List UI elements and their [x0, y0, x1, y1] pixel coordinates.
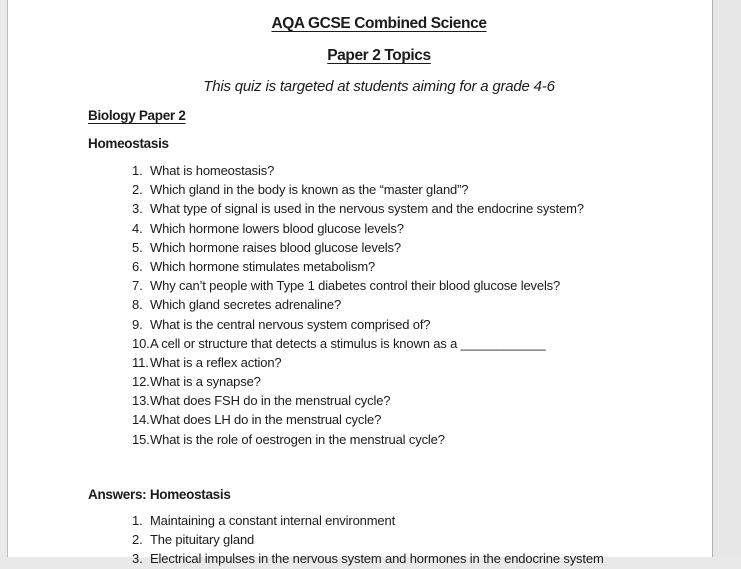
answer-item: Maintaining a constant internal environment: [150, 513, 396, 528]
doc-subtitle: Paper 2 Topics: [327, 47, 431, 64]
doc-title: AQA GCSE Combined Science: [271, 15, 487, 32]
scroll-gutter[interactable]: [713, 0, 741, 557]
doc-subtitle-row: [88, 47, 670, 65]
page-content: [88, 0, 670, 567]
doc-tagline: This quiz is targeted at students aiming for a grade 4-6: [203, 78, 555, 95]
answers-heading: Answers: Homeostasis: [88, 487, 231, 502]
question-item: What is a reflex action?: [150, 354, 282, 370]
question-item: What is homeostasis?: [150, 163, 275, 178]
question-item: Which hormone stimulates metabolism?: [150, 258, 376, 274]
question-item: Which gland in the body is known as the “master gland”?: [150, 182, 469, 198]
question-item: What does LH do in the menstrual cycle?: [150, 412, 382, 428]
question-item: What is the role of oestrogen in the menstrual cycle?: [150, 431, 445, 447]
question-item: Which gland secretes adrenaline?: [150, 297, 342, 313]
question-item: Which hormone raises blood glucose levels?: [150, 239, 401, 255]
doc-title-row: [88, 15, 670, 33]
document-page[interactable]: [7, 0, 713, 567]
question-item: What is a synapse?: [150, 374, 261, 390]
question-item: What does FSH do in the menstrual cycle?: [150, 393, 391, 409]
answer-item: The pituitary gland: [150, 532, 255, 548]
section-heading-biology: Biology Paper 2: [88, 108, 186, 123]
answer-item: Electrical impulses in the nervous system and hormones in the endocrine system: [150, 551, 604, 567]
question-item: What type of signal is used in the nervous system and the endocrine system?: [150, 201, 584, 217]
question-list: [88, 161, 670, 449]
question-item: Which hormone lowers blood glucose levels?: [150, 220, 404, 236]
answer-list: [88, 511, 670, 569]
question-item: Why can’t people with Type 1 diabetes control their blood glucose levels?: [150, 278, 561, 294]
question-item: A cell or structure that detects a stimulus is known as a ____________: [150, 335, 546, 351]
question-item: What is the central nervous system comprised of?: [150, 316, 431, 332]
topic-heading-homeostasis: Homeostasis: [88, 136, 169, 151]
